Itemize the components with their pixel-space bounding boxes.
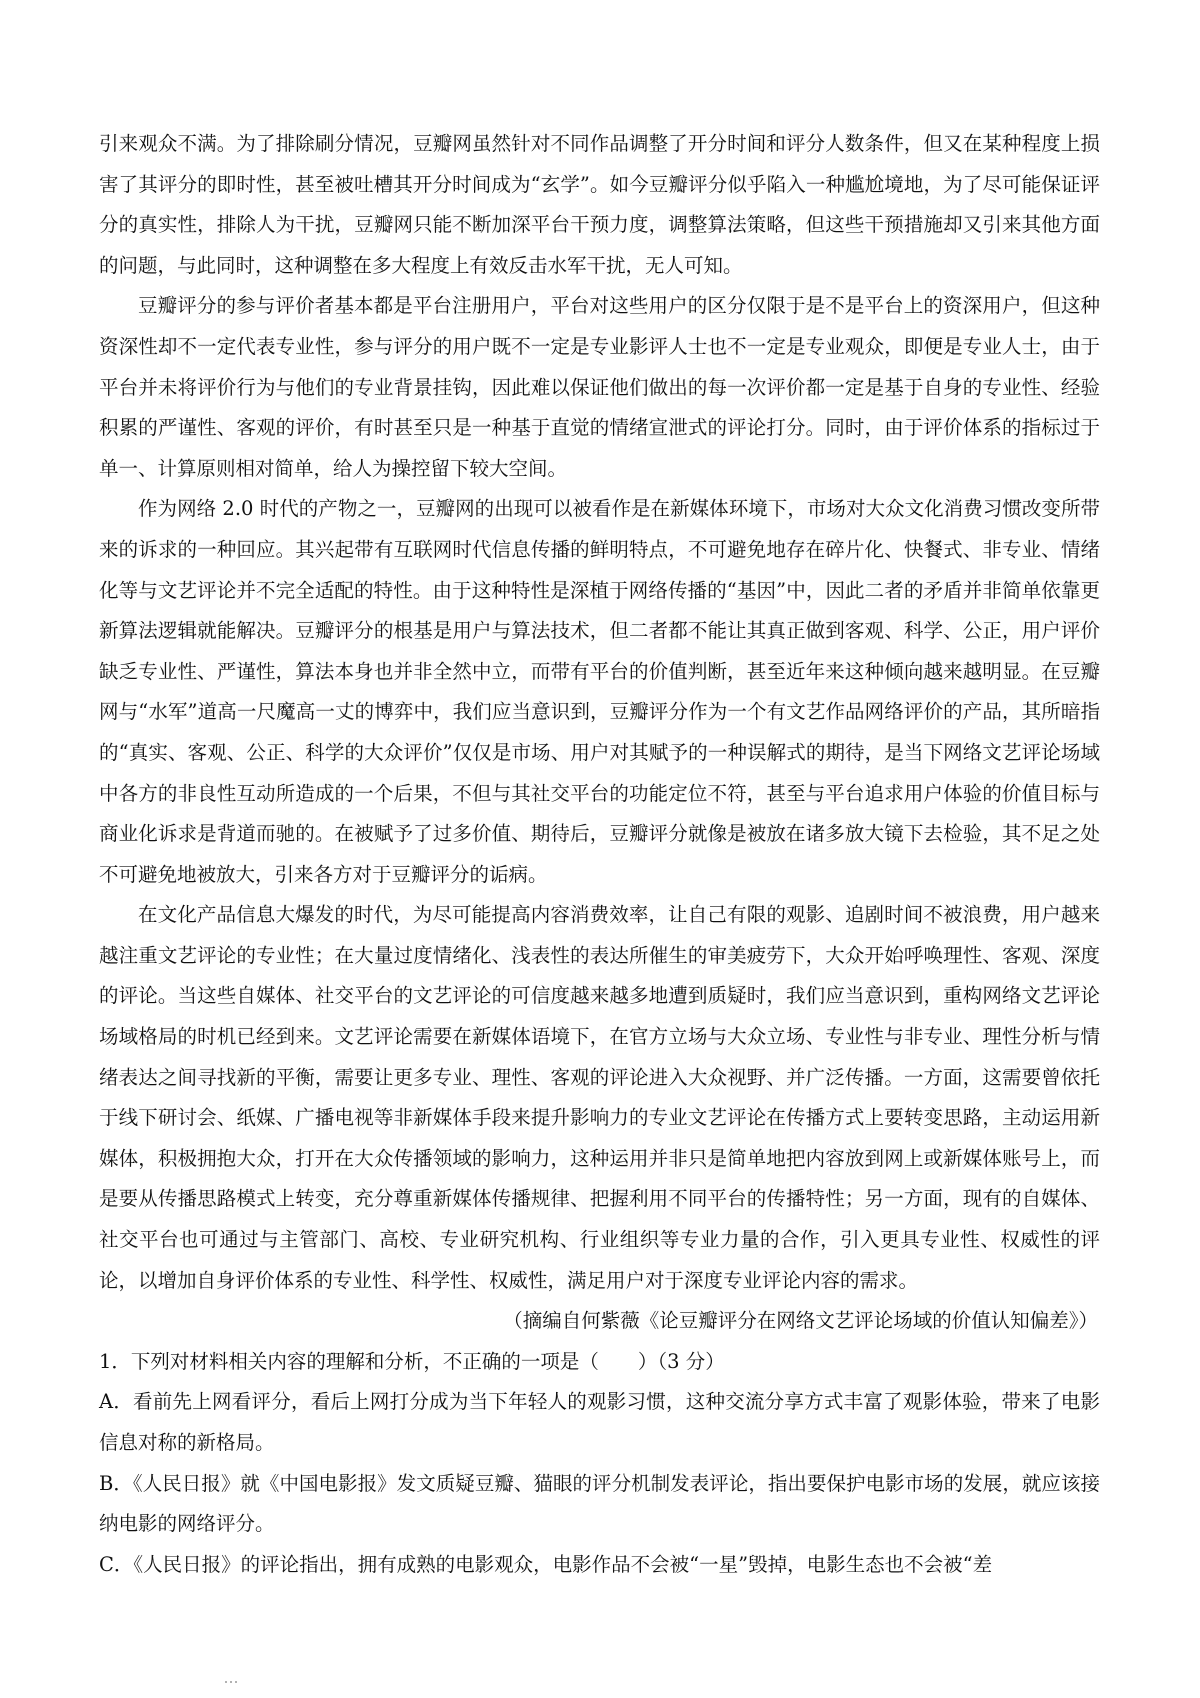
option-c: C．《人民日报》的评论指出，拥有成熟的电影观众，电影作品不会被“一星”毁掉，电影生态也不会被“差 [99, 1552, 993, 1576]
paragraph-3: 作为网络 2.0 时代的产物之一，豆瓣网的出现可以被看作是在新媒体环境下，市场对大众文化消费习惯改变所带来的诉求的一种回应。其兴起带有互联网时代信息传播的鲜明特点，不可避免地存在碎片化、快餐式、非专业、情绪化等与文艺评论并不完全适配的特性。由于这种特性是深植于网络传播的“基因”中，因此二者的矛盾并非简单依靠更新算法逻辑就能解决。豆瓣评分的根基是用户与算法技术，但二者都不能让其真正做到客观、科学、公正，用户评价缺乏专业性、严谨性，算法本身也并非全然中立，而带有平台的价值判断，甚至近年来这种倾向越来越明显。在豆瓣网与“水军”道高一尺魔高一丈的博弈中，我们应当意识到，豆瓣评分作为一个有文艺作品网络评价的产品，其所暗指的“真实、客观、公正、科学的大众评价”仅仅是市场、用户对其赋予的一种误解式的期待，是当下网络文艺评论场域中各方的非良性互动所造成的一个后果，不但与其社交平台的功能定位不符，甚至与平台追求用户体验的价值目标与商业化诉求是背道而驰的。在被赋予了过多价值、期待后，豆瓣评分就像是被放在诸多放大镜下去检验，其不足之处不可避免地被放大，引来各方对于豆瓣评分的诟病。 [99, 497, 1100, 886]
footer-dot [230, 1681, 232, 1683]
question-stem: 1．下列对材料相关内容的理解和分析，不正确的一项是（ ）（3 分） [99, 1349, 725, 1373]
footer-dot [225, 1681, 227, 1683]
paragraph-4: 在文化产品信息大爆发的时代，为尽可能提高内容消费效率，让自己有限的观影、追剧时间不被浪费，用户越来越注重文艺评论的专业性；在大量过度情绪化、浅表性的表达所催生的审美疲劳下，大众开始呼唤理性、客观、深度的评论。当这些自媒体、社交平台的文艺评论的可信度越来越多地遭到质疑时，我们应当意识到，重构网络文艺评论场域格局的时机已经到来。文艺评论需要在新媒体语境下，在官方立场与大众立场、专业性与非专业、理性分析与情绪表达之间寻找新的平衡，需要让更多专业、理性、客观的评论进入大众视野、并广泛传播。一方面，这需要曾依托于线下研讨会、纸媒、广播电视等非新媒体手段来提升影响力的专业文艺评论在传播方式上要转变思路，主动运用新媒体，积极拥抱大众，打开在大众传播领域的影响力，这种运用并非只是简单地把内容放到网上或新媒体账号上，而是要从传播思路模式上转变，充分尊重新媒体传播规律、把握利用不同平台的传播特性；另一方面，现有的自媒体、社交平台也可通过与主管部门、高校、专业研究机构、行业组织等专业力量的合作，引入更具专业性、权威性的评论，以增加自身评价体系的专业性、科学性、权威性，满足用户对于深度专业评论内容的需求。 [99, 903, 1100, 1292]
footer-dot [235, 1681, 237, 1683]
option-a: A．看前先上网看评分，看后上网打分成为当下年轻人的观影习惯，这种交流分享方式丰富了观影体验，带来了电影信息对称的新格局。 [99, 1390, 1100, 1454]
paragraph-2: 豆瓣评分的参与评价者基本都是平台注册用户，平台对这些用户的区分仅限于是不是平台上的资深用户，但这种资深性却不一定代表专业性，参与评分的用户既不一定是专业影评人士也不一定是专业观众，即便是专业人士，由于平台并未将评价行为与他们的专业背景挂钩，因此难以保证他们做出的每一次评价都一定是基于自身的专业性、经验积累的严谨性、客观的评价，有时甚至只是一种基于直觉的情绪宣泄式的评论打分。同时，由于评价体系的指标过于单一、计算原则相对简单，给人为操控留下较大空间。 [99, 294, 1100, 480]
paragraph-1: 引来观众不满。为了排除刷分情况，豆瓣网虽然针对不同作品调整了开分时间和评分人数条件，但又在某种程度上损害了其评分的即时性，甚至被吐槽其开分时间成为“玄学”。如今豆瓣评分似乎陷入一种尴尬境地，为了尽可能保证评分的真实性，排除人为干扰，豆瓣网只能不断加深平台干预力度，调整算法策略，但这些干预措施却又引来其他方面的问题，与此同时，这种调整在多大程度上有效反击水军干扰，无人可知。 [99, 132, 1100, 277]
exam-text-body [99, 124, 1100, 1585]
page-footer-dots [224, 1679, 238, 1685]
source-citation: （摘编自何紫薇《论豆瓣评分在网络文艺评论场域的价值认知偏差》） [503, 1309, 1098, 1333]
option-b: B．《人民日报》就《中国电影报》发文质疑豆瓣、猫眼的评分机制发表评论，指出要保护电影市场的发展，就应该接纳电影的网络评分。 [99, 1471, 1100, 1536]
